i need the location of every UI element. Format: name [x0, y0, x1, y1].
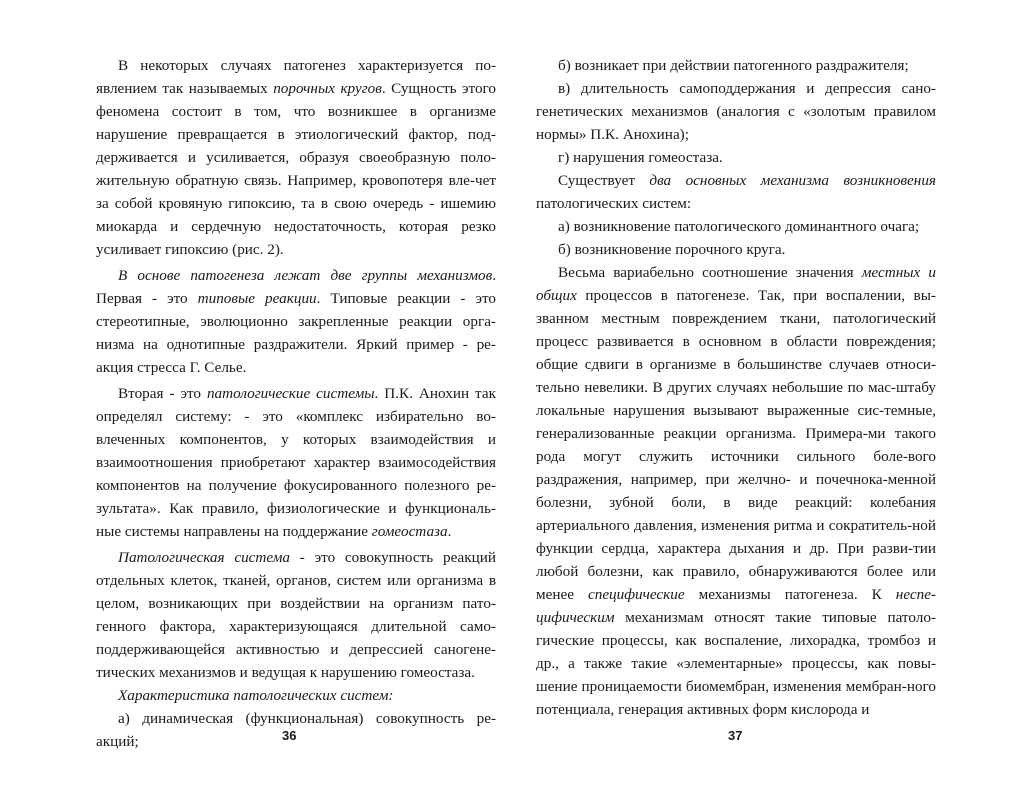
italic-text-run: местных и общих — [536, 264, 936, 304]
text-run: . Типовые реакции - это стереотипные, эволюционно закрепленные реакции орга-низма на однотипные раздражители. Яркий пример - ре-акция стресса Г. Селье. — [96, 290, 497, 376]
italic-text-run: порочных кругов — [273, 80, 382, 97]
text-run: механизмы патогенеза. К — [684, 586, 896, 603]
left-page-text — [96, 54, 496, 753]
text-run: б) возникает при действии патогенного раздражителя; — [558, 57, 909, 74]
text-run: процессов в патогенезе. Так, при воспалении, вы-званном местным повреждением ткани, патологический процесс развивается в основном в области повреждения; общие сдвиги в организме в большинстве случаев относи-тельно невелики. В других случаях небольшие по мас-штабу локальные нарушения вызывают выраженные сис-темные, генерализованные реакции организма. Примера-ми такого рода могут служить источники сильного боле-вого раздражения, например, при желчно- и почечнока-менной болезни, зубной боли, в виде реакций: колебания артериального давления, изменения ритма и сократитель-ной функции сердца, характера дыхания и др. При разви-тии любой болезни, как правило, обнаруживаются более или менее — [536, 287, 936, 603]
paragraph — [96, 546, 496, 684]
paragraph — [536, 261, 936, 721]
paragraph — [96, 54, 496, 261]
italic-text-run: патологические системы — [206, 385, 375, 402]
italic-text-run: Характеристика патологических систем: — [118, 687, 394, 704]
text-run: а) возникновение патологического доминантного очага; — [558, 218, 920, 235]
italic-text-run: специфические — [587, 586, 685, 603]
page-number-right: 37 — [728, 728, 743, 743]
text-run: г) нарушения гомеостаза. — [558, 149, 723, 166]
paragraph — [536, 54, 936, 77]
text-run: В некоторых случаях патогенез характеризуется по-явлением так называемых — [96, 57, 496, 97]
text-run: . П.К. Анохин так определял систему: - это «комплекс избирательно во-влеченных компонентов, у которых взаимодействия и взаимоотношения приобретают характер взаимосодействия компонентов на получение фокусированного полезного ре-зультата». Как правило, физиологические и функциональ-ные системы направлены на поддержание — [96, 385, 496, 540]
text-run: Существует — [558, 172, 650, 189]
paragraph — [536, 146, 936, 169]
paragraph — [536, 238, 936, 261]
page-number-left: 36 — [282, 728, 297, 743]
paragraph — [96, 264, 496, 379]
paragraph — [96, 684, 496, 707]
text-run: в) длительность самоподдержания и депрессия сано-генетических механизмов (аналогия с «золотым правилом нормы» П.К. Анохина); — [536, 80, 936, 143]
text-run: . Сущность этого феномена состоит в том, что возникшее в организме нарушение превращается в этиологический фактор, под-держивается и усиливается, образуя своеобразную поло-жительную обратную связь. Например, кровопотеря вле-чет за собой кровяную гипоксию, та в свою очередь - ишемию миокарда и сердечную недостаточность, которая резко усиливает гипоксию (рис. 2). — [96, 80, 496, 258]
paragraph — [536, 169, 936, 215]
text-run: - это совокупность реакций отдельных клеток, тканей, органов, систем или организма в целом, возникающих при воздействии на организм пато-генного фактора, характеризующаяся длительной само-поддерживающейся активностью и депрессией саногене-тических механизмов и ведущая к нарушению гомеостаза. — [96, 549, 496, 681]
text-run: механизмам относят такие типовые патоло-гические процессы, как воспаление, лихорадка, тромбоз и др., а также такие «элементарные» процессы, как повы-шение проницаемости биомембран, изменения мембран-ного потенциала, генерация активных форм кислорода и — [536, 609, 936, 718]
italic-text-run: В основе патогенеза лежат две группы механизмов — [118, 267, 493, 284]
text-run: б) возникновение порочного круга. — [558, 241, 786, 258]
italic-text-run: типовые реакции — [197, 290, 317, 307]
italic-text-run: Патологическая система — [118, 549, 291, 566]
paragraph — [96, 382, 496, 543]
paragraph — [536, 215, 936, 238]
paragraph — [536, 77, 936, 146]
text-run: . Первая - это — [96, 267, 496, 307]
text-run: . — [447, 523, 452, 540]
right-page-text — [536, 54, 936, 721]
text-run: Вторая - это — [118, 385, 207, 402]
text-run: Весьма вариабельно соотношение значения — [558, 264, 862, 281]
italic-text-run: два основных механизма возникновения — [649, 172, 936, 189]
italic-text-run: гомеостаза — [371, 523, 448, 540]
text-run: а) динамическая (функциональная) совокупность ре-акций; — [96, 710, 496, 750]
text-run: патологических систем: — [536, 195, 692, 212]
italic-text-run: неспе-цифическим — [536, 586, 936, 626]
